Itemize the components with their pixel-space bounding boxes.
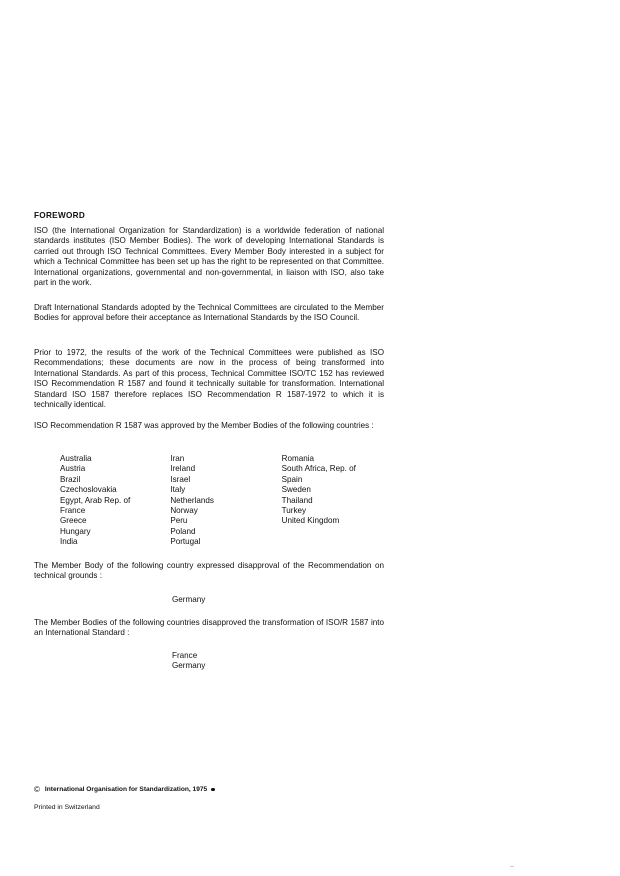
country-item: Romania: [281, 454, 315, 463]
foreword-paragraph-3: Prior to 1972, the results of the work of the Technical Committees were published as ISO Recommendations; these documents are now in the process of being transformed into International Standards. As part of this process, Technical Committee ISO/TC 152 has reviewed ISO Recommendation R 1587 and found it technically suitable for transformation. International Standard ISO 1587 therefore replaces ISO Recommendation R 1587-1972 to which it is technically identical.: [34, 348, 384, 410]
country-item: Portugal: [170, 537, 201, 547]
countries-column-1: [60, 454, 170, 548]
foreword-paragraph-6: The Member Bodies of the following countries disapproved the transformation of ISO/R 1587 into an International Standard :: [34, 618, 384, 638]
country-item: Italy: [170, 485, 186, 495]
country-item: Ireland: [170, 464, 196, 474]
foreword-paragraph-5: The Member Body of the following country expressed disapproval of the Recommendation on technical grounds :: [34, 561, 384, 581]
transformation-disapproval-list: [172, 651, 205, 672]
country-item: Iran: [170, 454, 185, 463]
foreword-heading: FOREWORD: [34, 211, 86, 220]
technical-disapproval-country: Germany: [172, 595, 206, 604]
country-item: Turkey: [281, 506, 307, 516]
country-item: Spain: [281, 474, 303, 484]
country-item: Greece: [60, 516, 87, 526]
copyright-symbol: ©: [34, 785, 40, 794]
foreword-paragraph-4: ISO Recommendation R 1587 was approved by the Member Bodies of the following countries :: [34, 421, 374, 430]
bullet-dot-icon: [211, 788, 215, 792]
scan-artifact: [510, 866, 514, 867]
country-item: France: [60, 506, 86, 516]
country-item: India: [60, 537, 78, 547]
countries-column-3: [282, 454, 390, 548]
foreword-paragraph-2: Draft International Standards adopted by the Technical Committees are circulated to the Member Bodies for approval before their acceptance as International Standards by the ISO Council.: [34, 303, 384, 323]
country-item: Austria: [60, 464, 86, 474]
country-item: Netherlands: [170, 495, 214, 505]
country-item: Egypt, Arab Rep. of: [60, 495, 131, 505]
country-item: Israel: [170, 474, 191, 484]
copyright-line: [34, 785, 215, 794]
country-item: Brazil: [60, 474, 81, 484]
country-item: Germany: [172, 661, 206, 671]
countries-column-2: [170, 454, 281, 548]
country-item: Norway: [170, 506, 198, 516]
copyright-text: International Organisation for Standardization, 1975: [44, 786, 208, 793]
country-item: Poland: [170, 526, 196, 536]
country-item: South Africa, Rep. of: [281, 464, 356, 474]
country-item: United Kingdom: [281, 516, 340, 526]
printed-in: Printed in Switzerland: [34, 804, 100, 811]
country-item: Sweden: [281, 485, 311, 495]
country-item: France: [172, 651, 198, 660]
country-item: Peru: [170, 516, 188, 526]
country-item: Hungary: [60, 526, 91, 536]
approved-countries-list: [60, 454, 390, 548]
country-item: Australia: [60, 454, 92, 463]
country-item: Thailand: [281, 495, 313, 505]
foreword-paragraph-1: ISO (the International Organization for Standardization) is a worldwide federation of national standards institutes (ISO Member Bodies). The work of developing International Standards is carried out through ISO Technical Committees. Every Member Body interested in a subject for which a Technical Committee has been set up has the right to be represented on that Committee. International organizations, governmental and non-governmental, in liaison with ISO, also take part in the work.: [34, 226, 384, 288]
country-item: Czechoslovakia: [60, 485, 117, 495]
